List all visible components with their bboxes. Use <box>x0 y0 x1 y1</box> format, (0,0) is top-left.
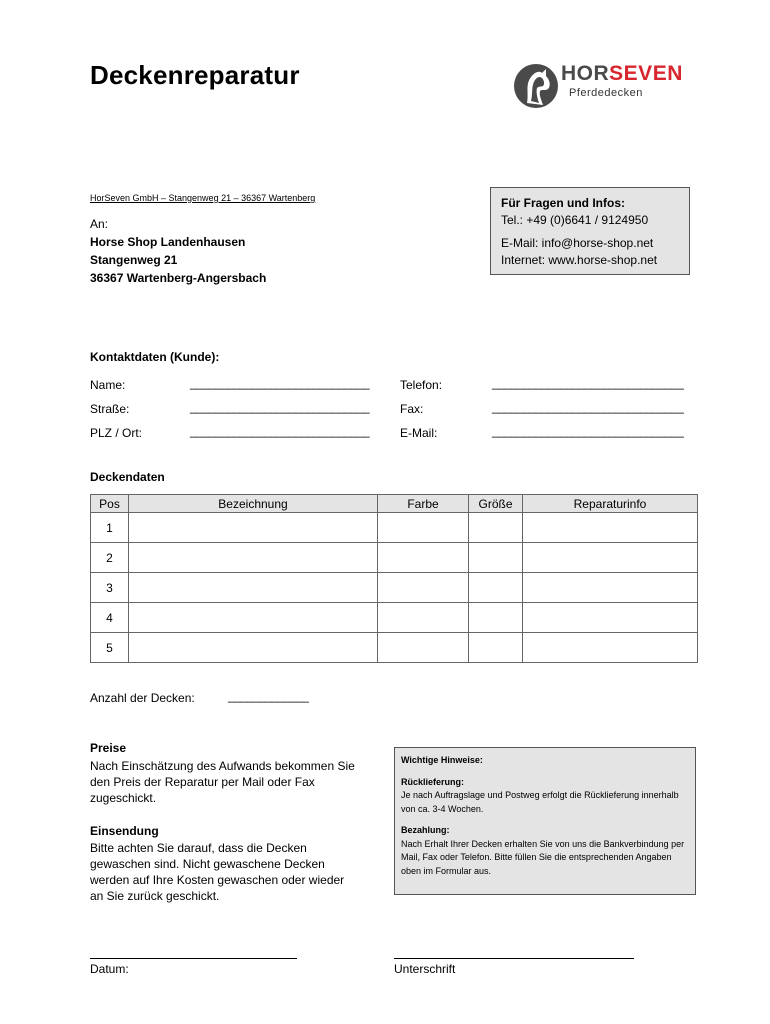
deck-heading: Deckendaten <box>90 470 165 484</box>
table-row <box>91 633 698 663</box>
cell-groesse[interactable] <box>469 573 523 603</box>
row-pos: 1 <box>91 513 129 543</box>
cell-bezeichnung[interactable] <box>129 513 378 543</box>
row-pos: 4 <box>91 603 129 633</box>
fax-label: Fax: <box>400 402 424 416</box>
contact-heading: Kontaktdaten (Kunde): <box>90 350 220 364</box>
info-phone: Tel.: +49 (0)6641 / 9124950 <box>501 213 649 227</box>
email-label: E-Mail: <box>400 426 438 440</box>
recipient-city: 36367 Wartenberg-Angersbach <box>90 271 267 285</box>
cell-reparaturinfo[interactable] <box>523 603 698 633</box>
prices-heading: Preise <box>90 741 127 755</box>
notes-box <box>394 747 696 895</box>
cell-reparaturinfo[interactable] <box>523 513 698 543</box>
recipient-name: Horse Shop Landenhausen <box>90 235 246 249</box>
count-label: Anzahl der Decken: <box>90 691 195 705</box>
date-line[interactable] <box>90 958 297 959</box>
return-heading: Rücklieferung: <box>401 776 465 787</box>
payment-heading: Bezahlung: <box>401 825 450 835</box>
name-label: Name: <box>90 378 126 392</box>
prices-text: Nach Einschätzung des Aufwands bekommen Sie den Preis der Reparatur per Mail oder Fax zugeschickt. <box>90 759 355 805</box>
col-bezeichnung: Bezeichnung <box>129 495 378 513</box>
cell-reparaturinfo[interactable] <box>523 543 698 573</box>
info-email: E-Mail: info@horse-shop.net <box>501 236 654 250</box>
logo-brand-part2: SEVEN <box>609 62 683 85</box>
recipient-street: Stangenweg 21 <box>90 253 178 267</box>
logo-subtitle: Pferdedecken <box>569 87 643 99</box>
cell-reparaturinfo[interactable] <box>523 573 698 603</box>
name-field[interactable]: _____________________________ <box>190 376 370 390</box>
cell-groesse[interactable] <box>469 633 523 663</box>
cell-groesse[interactable] <box>469 513 523 543</box>
info-heading: Für Fragen und Infos: <box>501 196 625 210</box>
table-row <box>91 513 698 543</box>
cell-farbe[interactable] <box>378 603 469 633</box>
table-row <box>91 573 698 603</box>
info-internet: Internet: www.horse-shop.net <box>501 253 658 267</box>
cell-groesse[interactable] <box>469 543 523 573</box>
row-pos: 5 <box>91 633 129 663</box>
row-pos: 3 <box>91 573 129 603</box>
email-field[interactable]: _______________________________ <box>492 424 684 438</box>
col-farbe: Farbe <box>378 495 469 513</box>
cell-bezeichnung[interactable] <box>129 603 378 633</box>
payment-text: Nach Erhalt Ihrer Decken erhalten Sie von uns die Bankverbindung per Mail, Fax oder Telefon. Bitte füllen Sie die entsprechenden Angaben oben im Formular aus. <box>401 838 685 876</box>
cell-bezeichnung[interactable] <box>129 633 378 663</box>
cell-farbe[interactable] <box>378 633 469 663</box>
city-label: PLZ / Ort: <box>90 426 143 440</box>
cell-groesse[interactable] <box>469 603 523 633</box>
cell-farbe[interactable] <box>378 573 469 603</box>
col-pos: Pos <box>91 495 129 513</box>
city-field[interactable]: _____________________________ <box>190 424 370 438</box>
street-field[interactable]: _____________________________ <box>190 400 370 414</box>
logo-brand <box>561 62 683 86</box>
phone-field[interactable]: _______________________________ <box>492 376 684 390</box>
page-title: Deckenreparatur <box>90 60 300 90</box>
cell-reparaturinfo[interactable] <box>523 633 698 663</box>
logo-brand-part1: HOR <box>561 62 610 85</box>
info-box <box>490 187 690 275</box>
table-row <box>91 603 698 633</box>
cell-farbe[interactable] <box>378 513 469 543</box>
table-row <box>91 543 698 573</box>
shipping-heading: Einsendung <box>90 824 159 838</box>
sender-line: HorSeven GmbH – Stangenweg 21 – 36367 Wartenberg <box>90 193 316 203</box>
signature-label: Unterschrift <box>394 962 456 976</box>
table-header-row <box>91 495 698 513</box>
return-text: Je nach Auftragslage und Postweg erfolgt die Rücklieferung innerhalb von ca. 3-4 Wochen. <box>401 790 679 814</box>
cell-bezeichnung[interactable] <box>129 543 378 573</box>
recipient-label: An: <box>90 217 109 231</box>
horseven-logo <box>513 58 698 114</box>
deck-table <box>90 494 698 663</box>
date-label: Datum: <box>90 962 129 976</box>
fax-field[interactable]: _______________________________ <box>492 400 684 414</box>
horse-head-icon <box>513 61 559 111</box>
signature-line[interactable] <box>394 958 634 959</box>
col-reparaturinfo: Reparaturinfo <box>523 495 698 513</box>
cell-bezeichnung[interactable] <box>129 573 378 603</box>
phone-label: Telefon: <box>400 378 443 392</box>
notes-heading: Wichtige Hinweise: <box>401 755 483 765</box>
recipient-address <box>90 215 266 287</box>
count-field[interactable]: _____________ <box>228 689 309 703</box>
row-pos: 2 <box>91 543 129 573</box>
street-label: Straße: <box>90 402 130 416</box>
cell-farbe[interactable] <box>378 543 469 573</box>
shipping-text: Bitte achten Sie darauf, dass die Decken gewaschen sind. Nicht gewaschene Decken werden auf Ihre Kosten gewaschen oder wieder an Sie zurück geschickt. <box>90 841 345 903</box>
col-groesse: Größe <box>469 495 523 513</box>
